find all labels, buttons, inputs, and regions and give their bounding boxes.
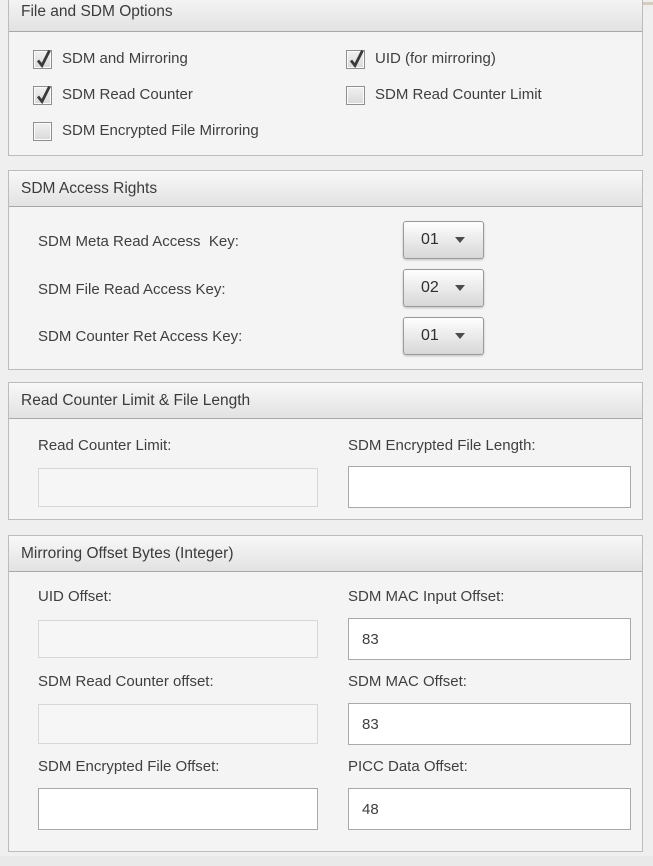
dropdown-value: 01 xyxy=(421,231,439,248)
label-sdm-meta-read-access-key: SDM Meta Read Access Key: xyxy=(38,233,239,250)
checkbox-sdm-read-counter[interactable] xyxy=(33,85,193,105)
checkbox-label: SDM Read Counter xyxy=(62,86,193,103)
input-sdm-mac-input-offset[interactable] xyxy=(348,618,631,660)
input-sdm-encrypted-file-length[interactable] xyxy=(348,466,631,508)
chevron-down-icon xyxy=(455,333,465,339)
dropdown-sdm-file-read-access-key[interactable] xyxy=(403,269,484,307)
input-uid-offset[interactable] xyxy=(38,620,318,658)
checkbox-sdm-encrypted-file-mirroring[interactable] xyxy=(33,121,259,141)
input-read-counter-limit[interactable] xyxy=(38,468,318,507)
checkmark-icon xyxy=(34,51,53,70)
chevron-down-icon xyxy=(455,237,465,243)
checkmark-icon xyxy=(34,87,53,106)
label-read-counter-limit: Read Counter Limit: xyxy=(38,437,172,454)
checkbox-label: SDM and Mirroring xyxy=(62,50,188,67)
checkbox-box[interactable] xyxy=(346,50,365,69)
checkbox-box[interactable] xyxy=(346,86,365,105)
checkmark-icon xyxy=(347,51,366,70)
label-sdm-encrypted-file-offset: SDM Encrypted File Offset: xyxy=(38,758,220,775)
checkbox-uid-for-mirroring[interactable] xyxy=(346,49,496,69)
checkbox-box[interactable] xyxy=(33,86,52,105)
dropdown-value: 01 xyxy=(421,327,439,344)
label-sdm-read-counter-offset: SDM Read Counter offset: xyxy=(38,673,214,690)
label-sdm-mac-input-offset: SDM MAC Input Offset: xyxy=(348,588,505,605)
group-title: File and SDM Options xyxy=(21,2,173,20)
input-picc-data-offset[interactable] xyxy=(348,788,631,830)
label-sdm-file-read-access-key: SDM File Read Access Key: xyxy=(38,281,226,298)
group-header-read-counter-limit xyxy=(9,383,642,419)
label-sdm-counter-ret-access-key: SDM Counter Ret Access Key: xyxy=(38,328,243,345)
group-header-mirroring-offset-bytes xyxy=(9,536,642,572)
input-sdm-mac-offset[interactable] xyxy=(348,703,631,745)
dropdown-sdm-counter-ret-access-key[interactable] xyxy=(403,317,484,355)
label-picc-data-offset: PICC Data Offset: xyxy=(348,758,468,775)
label-uid-offset: UID Offset: xyxy=(38,588,112,605)
checkbox-box[interactable] xyxy=(33,50,52,69)
checkbox-sdm-read-counter-limit[interactable] xyxy=(346,85,542,105)
checkbox-label: SDM Encrypted File Mirroring xyxy=(62,122,259,139)
chevron-down-icon xyxy=(455,285,465,291)
dropdown-sdm-meta-read-access-key[interactable] xyxy=(403,221,484,259)
checkbox-box[interactable] xyxy=(33,122,52,141)
input-sdm-read-counter-offset[interactable] xyxy=(38,704,318,744)
label-sdm-mac-offset: SDM MAC Offset: xyxy=(348,673,467,690)
group-title: Mirroring Offset Bytes (Integer) xyxy=(21,544,234,562)
footer-strip xyxy=(0,856,653,866)
group-title: Read Counter Limit & File Length xyxy=(21,391,251,409)
input-sdm-encrypted-file-offset[interactable] xyxy=(38,788,318,830)
checkbox-label: SDM Read Counter Limit xyxy=(375,86,542,103)
label-sdm-encrypted-file-length: SDM Encrypted File Length: xyxy=(348,437,536,454)
group-header-sdm-access-rights xyxy=(9,171,642,207)
group-title: SDM Access Rights xyxy=(21,179,158,197)
dropdown-value: 02 xyxy=(421,279,439,296)
group-header-file-and-sdm-options xyxy=(9,0,642,32)
checkbox-sdm-and-mirroring[interactable] xyxy=(33,49,188,69)
checkbox-label: UID (for mirroring) xyxy=(375,50,496,67)
